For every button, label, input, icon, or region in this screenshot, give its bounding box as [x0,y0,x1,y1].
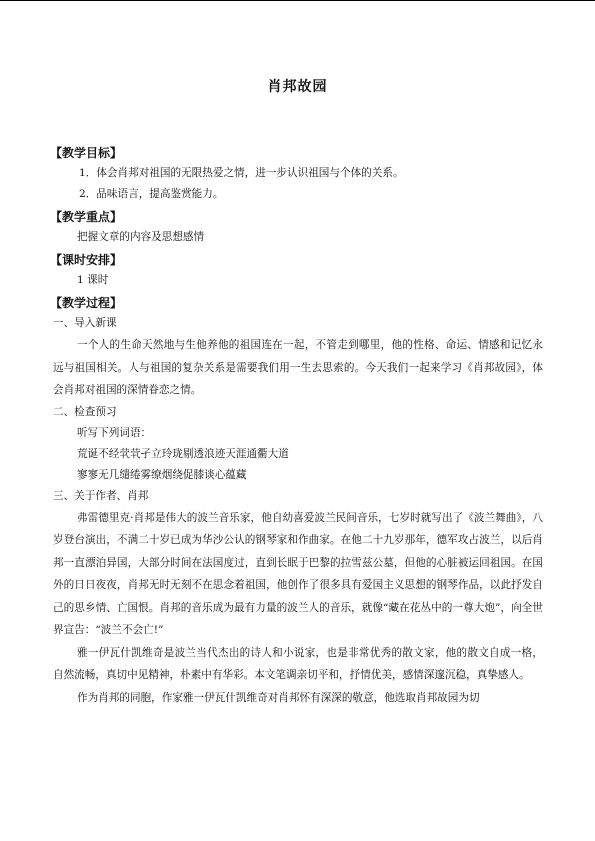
dictation-words-2: 寥寥无几缱绻雾缭烟绕促膝谈心蕴藏 [77,468,247,481]
section-heading-schedule: 【课时安排】 [50,253,123,267]
subheading-intro: 一、导入新课 [53,317,117,329]
schedule-text: 1 课时 [77,274,109,286]
subheading-preview: 二、检查预习 [53,405,117,418]
focus-text: 把握文章的内容及思想感情 [77,231,205,243]
top-border-line [0,0,595,1]
page-title: 肖邦故园 [267,79,328,95]
subheading-author: 三、关于作者、肖邦 [53,489,149,502]
goal-item-1: 1．体会肖邦对祖国的无限热爱之情，进一步认识祖国与个体的关系。 [79,167,404,179]
paragraph-chopin: 弗雷德里克·肖邦是伟大的波兰音乐家，他自幼喜爱波兰民间音乐，七岁时就写出了《波兰舞曲》，八岁登台演出，不满二十岁已成为华沙公认的钢琴家和作曲家。在他二十九岁那年，德军攻占波兰，以后肖邦一直漂泊异国，大部分时间在法国度过，直到长眠于巴黎的拉雪兹公墓，但他的心脏被运回祖国。在国外的日日夜夜，肖邦无时无刻不在思念着祖国，他创作了很多具有爱国主义思想的钢琴作品，以此抒发自己的思乡情、亡国恨。肖邦的音乐成为最有力量的波兰人的音乐，就像“藏在花丛中的一尊大炮”，向全世界宣告：“波兰不会亡!” [53,511,543,636]
goal-item-2: 2．品味语言，提高鉴赏能力。 [79,188,224,200]
paragraph-continued: 作为肖邦的同胞，作家雅一伊瓦什凯维奇对肖邦怀有深深的敬意，他选取肖邦故园为切 [77,691,480,704]
paragraph-intro: 一个人的生命天然地与生他养他的祖国连在一起，不管走到哪里，他的性格、命运、情感和记忆永远与祖国相关。人与祖国的复杂关系是需要我们用一生去思索的。今天我们一起来学习《肖邦故园》，体会肖邦对祖国的深情眷恋之情。 [53,339,543,396]
section-heading-focus: 【教学重点】 [50,210,123,224]
document-body [50,143,543,709]
dictation-words-1: 荒诞不经茕茕孑立玲珑剔透浪迹天涯通衢大道 [77,447,289,460]
section-heading-goals: 【教学目标】 [50,146,123,160]
dictation-instruction: 听写下列词语： [77,426,152,439]
section-heading-process: 【教学过程】 [50,296,123,310]
paragraph-author: 雅一伊瓦什凯维奇是波兰当代杰出的诗人和小说家，也是非常优秀的散文家，他的散文自成一格，自然流畅，真切中见精神，朴素中有华彩。本文笔调亲切平和，抒情优美，感情深邃沉稳，真挚感人。 [53,646,543,681]
